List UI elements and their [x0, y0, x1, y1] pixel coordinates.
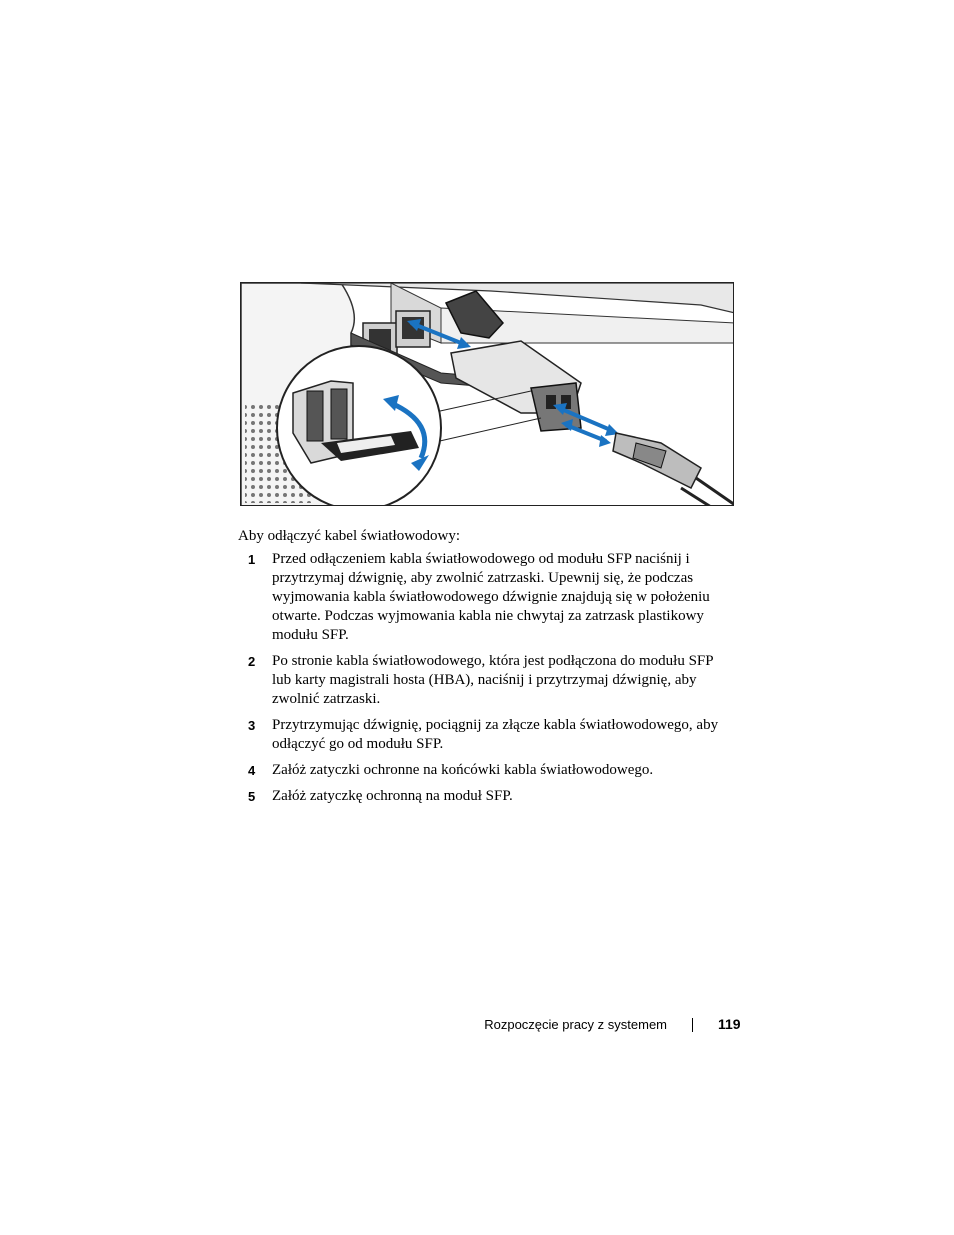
step-number: 3 [248, 718, 256, 733]
intro-text: Aby odłączyć kabel światłowodowy: [238, 528, 461, 544]
list-item [248, 761, 738, 780]
step-text: Załóż zatyczki ochronne na końcówki kabla światłowodowego. [272, 762, 654, 778]
step-text: Przed odłączeniem kabla światłowodowego od modułu SFP naciśnij i przytrzymaj dźwignię, aby zwolnić zatrzaski. Upewnij się, że podczas wyjmowania kabla światłowodowego dźwignie znajdują się w położeniu otwarte. Podczas wyjmowania kabla nie chwytaj za zatrzask plastikowy modułu SFP. [272, 551, 710, 643]
step-text: Załóż zatyczkę ochronną na moduł SFP. [272, 788, 513, 804]
list-item [248, 652, 738, 709]
list-item [248, 550, 738, 645]
page-footer [0, 1015, 954, 1035]
step-text: Po stronie kabla światłowodowego, która jest podłączona do modułu SFP lub karty magistrali hosta (HBA), naciśnij i przytrzymaj dźwignię, aby zwolnić zatrzaski. [272, 653, 714, 707]
footer-section-title: Rozpoczęcie pracy z systemem [484, 1017, 667, 1032]
step-number: 2 [248, 654, 256, 669]
page-number: 119 [718, 1016, 741, 1032]
step-number: 1 [248, 552, 256, 567]
list-item [248, 716, 738, 754]
footer-divider [692, 1018, 693, 1032]
sfp-illustration [240, 282, 734, 506]
steps-list [248, 550, 738, 813]
step-number: 4 [248, 763, 256, 778]
step-number: 5 [248, 789, 256, 804]
list-item [248, 787, 738, 806]
step-text: Przytrzymując dźwignię, pociągnij za złącze kabla światłowodowego, aby odłączyć go od modułu SFP. [272, 717, 719, 752]
sfp-fiber-cable-icon [241, 283, 734, 506]
